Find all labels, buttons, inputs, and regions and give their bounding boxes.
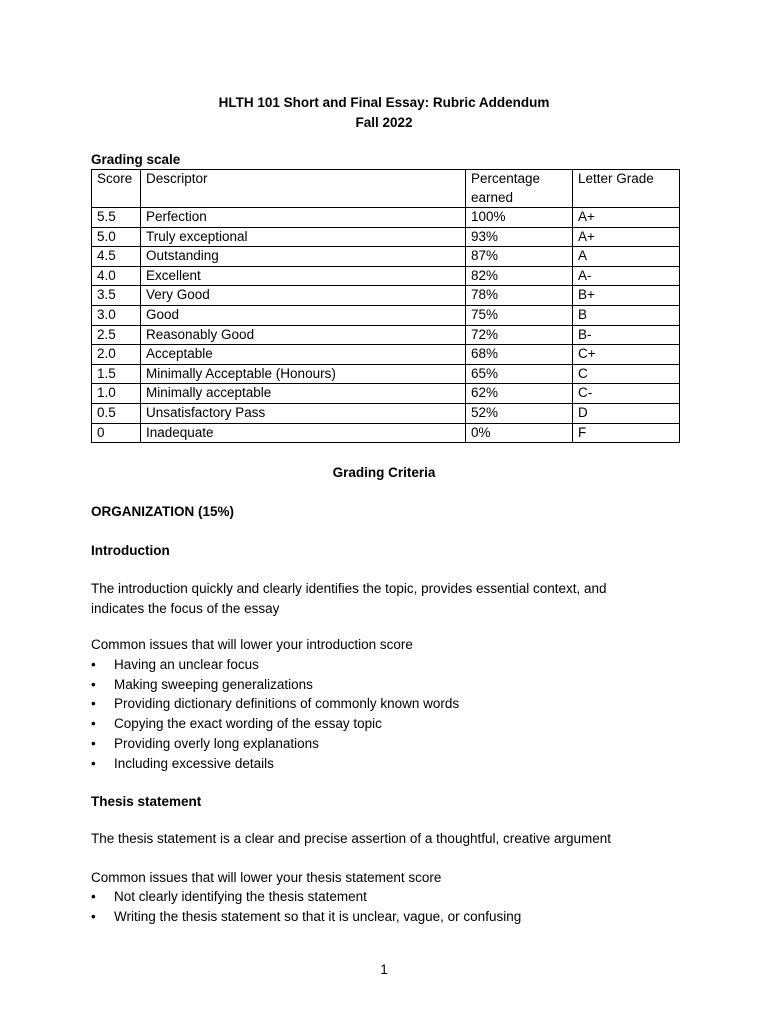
cell-descriptor: Inadequate <box>141 423 466 443</box>
cell-score: 3.0 <box>92 305 141 325</box>
bullet-icon: • <box>91 755 96 771</box>
grading-scale-table <box>91 169 680 443</box>
cell-descriptor: Very Good <box>141 286 466 306</box>
table-row <box>92 266 680 286</box>
list-item <box>91 714 681 734</box>
cell-letter-grade: A <box>573 247 680 267</box>
cell-letter-grade: B <box>573 305 680 325</box>
table-header-row <box>92 170 680 208</box>
introduction-issues-heading: Common issues that will lower your introduction score <box>91 637 413 652</box>
cell-percentage: 75% <box>466 305 573 325</box>
list-item-text: Providing dictionary definitions of commonly known words <box>114 696 460 712</box>
cell-descriptor: Good <box>141 305 466 325</box>
cell-letter-grade: C <box>573 364 680 384</box>
cell-descriptor: Unsatisfactory Pass <box>141 403 466 423</box>
bullet-icon: • <box>91 676 96 692</box>
cell-percentage: 78% <box>466 286 573 306</box>
grading-scale-body <box>92 208 680 443</box>
list-item <box>91 675 681 695</box>
list-item <box>91 694 681 714</box>
document-subtitle: Fall 2022 <box>355 115 413 130</box>
header-percentage <box>466 170 573 208</box>
bullet-icon: • <box>91 735 96 751</box>
table-row <box>92 305 680 325</box>
bullet-icon: • <box>91 696 96 712</box>
cell-percentage: 62% <box>466 384 573 404</box>
cell-percentage: 87% <box>466 247 573 267</box>
table-row <box>92 384 680 404</box>
introduction-heading: Introduction <box>91 543 170 558</box>
table-row <box>92 208 680 228</box>
list-item-text: Including excessive details <box>114 755 274 771</box>
list-item-text: Making sweeping generalizations <box>114 676 313 692</box>
cell-letter-grade: C+ <box>573 345 680 365</box>
cell-percentage: 52% <box>466 403 573 423</box>
thesis-issues-list <box>91 887 681 926</box>
cell-descriptor: Perfection <box>141 208 466 228</box>
introduction-issues-list <box>91 655 681 773</box>
cell-score: 0.5 <box>92 403 141 423</box>
bullet-icon: • <box>91 716 96 732</box>
page-number: 1 <box>380 962 388 977</box>
bullet-icon: • <box>91 889 96 904</box>
list-item-text: Copying the exact wording of the essay topic <box>114 716 382 732</box>
cell-letter-grade: A+ <box>573 227 680 247</box>
table-row <box>92 247 680 267</box>
thesis-description: The thesis statement is a clear and precise assertion of a thoughtful, creative argument <box>91 831 612 846</box>
document-title: HLTH 101 Short and Final Essay: Rubric Addendum <box>218 95 550 110</box>
table-row <box>92 227 680 247</box>
table-row <box>92 423 680 443</box>
header-letter-grade: Letter Grade <box>573 170 680 208</box>
header-descriptor: Descriptor <box>141 170 466 208</box>
cell-descriptor: Acceptable <box>141 345 466 365</box>
cell-letter-grade: A+ <box>573 208 680 228</box>
cell-percentage: 72% <box>466 325 573 345</box>
cell-letter-grade: F <box>573 423 680 443</box>
grading-scale-heading: Grading scale <box>91 152 181 167</box>
introduction-description <box>91 579 681 618</box>
cell-descriptor: Reasonably Good <box>141 325 466 345</box>
introduction-description-line: indicates the focus of the essay <box>91 600 280 616</box>
cell-score: 4.5 <box>92 247 141 267</box>
list-item <box>91 907 681 927</box>
cell-score: 2.0 <box>92 345 141 365</box>
cell-letter-grade: B+ <box>573 286 680 306</box>
cell-percentage: 0% <box>466 423 573 443</box>
header-percentage-label: Percentage earned <box>471 171 541 205</box>
cell-letter-grade: D <box>573 403 680 423</box>
list-item <box>91 754 681 774</box>
cell-descriptor: Minimally Acceptable (Honours) <box>141 364 466 384</box>
cell-score: 1.0 <box>92 384 141 404</box>
cell-percentage: 82% <box>466 266 573 286</box>
cell-descriptor: Excellent <box>141 266 466 286</box>
table-row <box>92 325 680 345</box>
list-item-text: Having an unclear focus <box>114 657 259 672</box>
organization-heading: ORGANIZATION (15%) <box>91 504 235 519</box>
table-row <box>92 364 680 384</box>
introduction-description-line: The introduction quickly and clearly identifies the topic, provides essential context, and <box>91 581 607 596</box>
cell-score: 5.0 <box>92 227 141 247</box>
list-item-text: Providing overly long explanations <box>114 735 319 751</box>
cell-descriptor: Outstanding <box>141 247 466 267</box>
cell-descriptor: Minimally acceptable <box>141 384 466 404</box>
table-row <box>92 345 680 365</box>
cell-score: 3.5 <box>92 286 141 306</box>
list-item-text: Writing the thesis statement so that it is unclear, vague, or confusing <box>114 908 522 924</box>
cell-letter-grade: C- <box>573 384 680 404</box>
thesis-issues-heading: Common issues that will lower your thesis statement score <box>91 870 442 885</box>
cell-percentage: 68% <box>466 345 573 365</box>
cell-letter-grade: A- <box>573 266 680 286</box>
cell-score: 2.5 <box>92 325 141 345</box>
cell-percentage: 100% <box>466 208 573 228</box>
table-row <box>92 403 680 423</box>
cell-score: 1.5 <box>92 364 141 384</box>
list-item-text: Not clearly identifying the thesis statement <box>114 889 367 904</box>
cell-score: 0 <box>92 423 141 443</box>
bullet-icon: • <box>91 657 96 672</box>
list-item <box>91 887 681 907</box>
header-score: Score <box>92 170 141 208</box>
cell-score: 4.0 <box>92 266 141 286</box>
cell-descriptor: Truly exceptional <box>141 227 466 247</box>
thesis-heading: Thesis statement <box>91 794 202 809</box>
cell-percentage: 93% <box>466 227 573 247</box>
cell-score: 5.5 <box>92 208 141 228</box>
table-row <box>92 286 680 306</box>
bullet-icon: • <box>91 908 96 924</box>
cell-letter-grade: B- <box>573 325 680 345</box>
cell-percentage: 65% <box>466 364 573 384</box>
list-item <box>91 655 681 675</box>
list-item <box>91 734 681 754</box>
grading-criteria-heading: Grading Criteria <box>332 465 436 480</box>
